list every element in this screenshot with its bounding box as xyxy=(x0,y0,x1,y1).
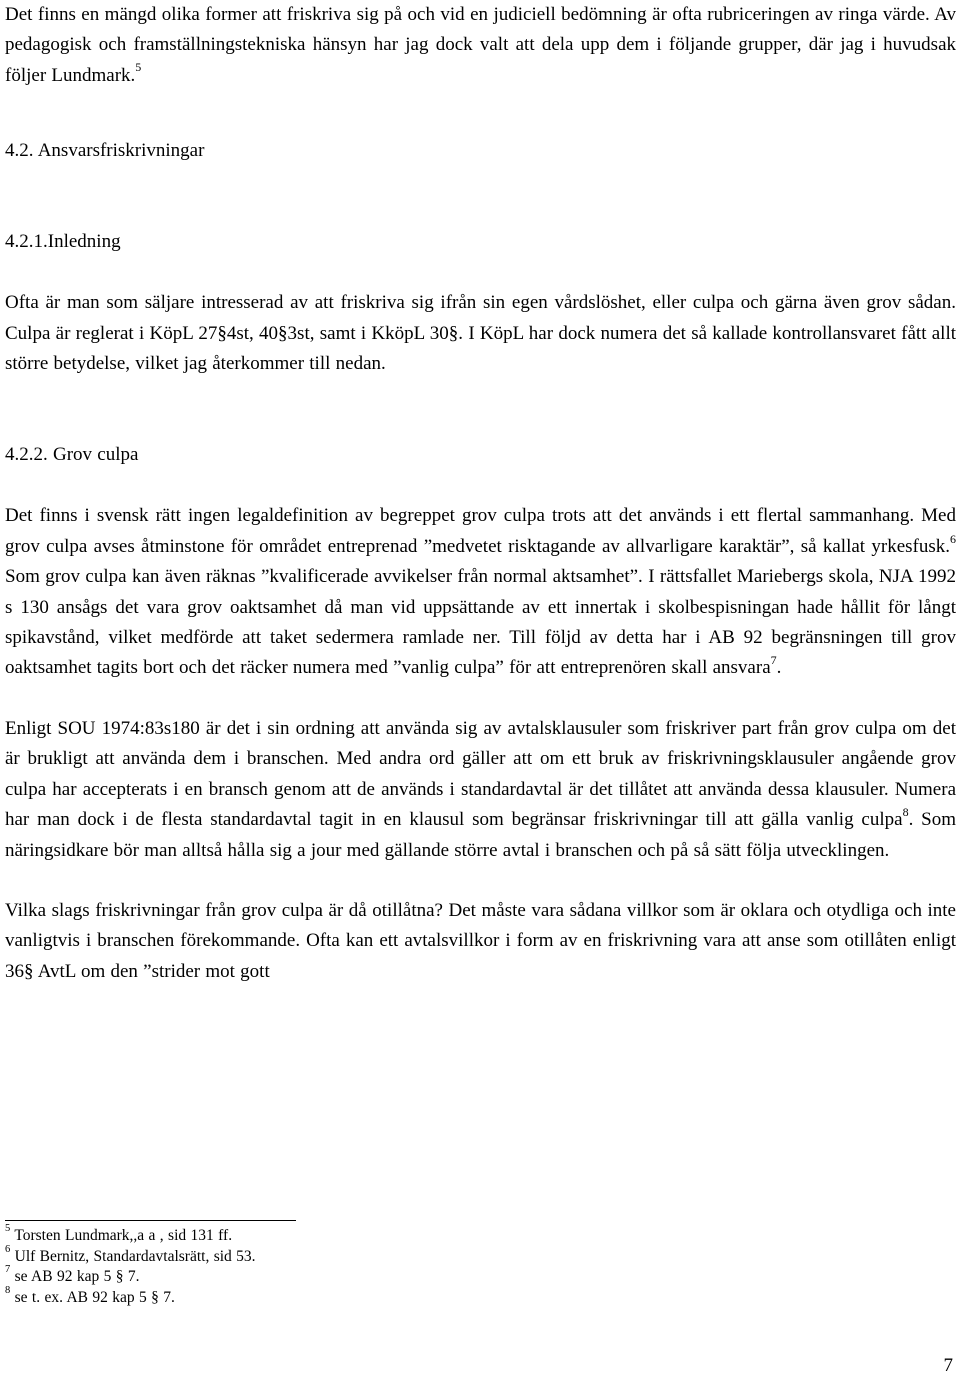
footnote-number: 6 xyxy=(5,1243,11,1255)
footnote-5 xyxy=(5,1222,705,1247)
footnote-ref-5: 5 xyxy=(135,60,142,75)
footnote-text: se t. ex. AB 92 kap 5 § 7. xyxy=(10,1289,175,1307)
footnote-7 xyxy=(5,1264,705,1288)
section-heading-4-2-2: 4.2.2. Grov culpa xyxy=(5,444,139,466)
footnote-separator xyxy=(5,1220,296,1221)
page-number: 7 xyxy=(943,1355,953,1376)
grov-culpa-paragraph-1 xyxy=(5,501,956,683)
inledning-paragraph: Ofta är man som säljare intresserad av att friskriva sig ifrån sin egen vårdslöshet, eller culpa och gärna även grov sådan. Culpa är reglerat i KöpL 27§4st, 40§3st, samt i KköpL 30§. I KöpL har dock numera det så kallade kontrollansvaret fått allt större betydelse, vilket jag återkommer till nedan. xyxy=(5,292,956,375)
grov-culpa-paragraph-2 xyxy=(5,714,956,866)
footnote-text: se AB 92 kap 5 § 7. xyxy=(10,1268,140,1286)
grov-culpa-paragraph-3: Vilka slags friskrivningar från grov culpa är då otillåtna? Det måste vara sådana villkor som är oklara och otydliga och inte vanligtvis i branschen förekommande. Ofta kan ett avtalsvillkor i form av en friskrivning vara att anse som otillåten enligt 36§ AvtL om den ”strider mot gott xyxy=(5,899,956,982)
section-heading-4-2: 4.2. Ansvarsfriskrivningar xyxy=(5,140,205,162)
footnote-number: 7 xyxy=(5,1264,11,1276)
footnote-ref-8: 8 xyxy=(902,804,909,819)
paragraph-text: . xyxy=(776,657,782,679)
intro-text: Det finns en mängd olika former att friskriva sig på och vid en judiciell bedömning är ofta rubriceringen av ringa värde. Av pedagogisk och framställningstekniska hänsyn har jag dock valt att dela upp dem i följande grupper, där jag i huvudsak följer Lundmark. xyxy=(5,4,956,86)
footnote-8 xyxy=(5,1284,705,1309)
paragraph-text: Som grov culpa kan även räknas ”kvalificerade avvikelser från normal aktsamhet”. I rättsfallet Mariebergs skola, NJA 1992 s 130 ansågs det vara grov oaktsamhet då man vid uppsättande av ett innertak i skolbespisningan hade hållit för långt spikavstånd, vilket medförde att taket sedermera ramlade ner. Till följd av detta har i AB 92 begränsningen till grov oaktsamhet tagits bort och det räcker numera med ”vanlig culpa” för att entreprenören skall ansvara xyxy=(5,566,956,679)
paragraph-text: . Som näringsidkare bör man alltså hålla sig a jour med gällande större avtal i branschen och på så sätt följa utvecklingen. xyxy=(5,809,956,861)
footnote-number: 5 xyxy=(5,1222,11,1234)
footnote-ref-7: 7 xyxy=(770,653,777,668)
footnote-text: Torsten Lundmark,,a a , sid 131 ff. xyxy=(10,1227,233,1244)
footnote-number: 8 xyxy=(5,1284,11,1296)
intro-paragraph xyxy=(5,0,956,91)
section-heading-4-2-1: 4.2.1.Inledning xyxy=(5,231,121,253)
footnote-ref-6: 6 xyxy=(950,531,956,546)
footnote-text: Ulf Bernitz, Standardavtalsrätt, sid 53. xyxy=(10,1247,256,1265)
footnote-6 xyxy=(5,1243,705,1268)
footnotes xyxy=(5,1222,705,1309)
paragraph-text: Enligt SOU 1974:83s180 är det i sin ordning att använda sig av avtalsklausuler som friskriver part från grov culpa om det är brukligt att använda dem i branschen. Med andra ord gäller att om ett bruk av friskrivningsklausuler angående grov culpa har accepterats i en bransch genom att de används i standardavtal är det tillåtet att använda dessa klausuler. Numera har man dock i de flesta standardavtal tagit in en klausul som begränsar friskrivningar till att gälla vanlig culpa xyxy=(5,717,956,831)
paragraph-text: Det finns i svensk rätt ingen legaldefinition av begreppet grov culpa trots att det används i ett flertal sammanhang. Med grov culpa avses åtminstone för området entreprenad ”medvetet risktagande av allvarligare karaktär”, så kallat yrkesfusk. xyxy=(5,505,956,557)
